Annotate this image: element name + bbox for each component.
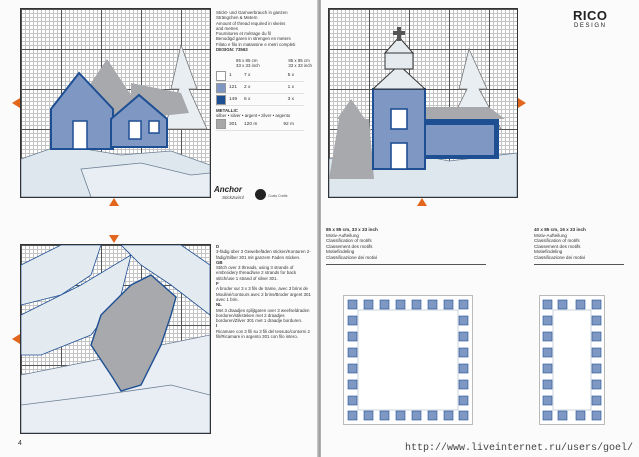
instruction-text: Met 3 draadjes splijtgaren over 3 weefseldraden borduren/stiksteken met 2 draadjes borduren/Zilver 301 met 1 draadje borduren. <box>216 307 310 324</box>
motif-a-label: Classification of motifs <box>326 238 372 244</box>
instruction-text: 3-fädig über 3 Gewebefäden sticken/Konturen 2-fädig/Silber 301 mit ganzem Faden sticken. <box>216 249 311 260</box>
instruction-text: A broder sur 3 x 3 fils de trame, avec 3 brins de Mouliné/contours avec 2 brins/Broder argent 301 avec 1 brin. <box>216 286 311 302</box>
houses-motif <box>21 9 210 197</box>
thread-code: 149 <box>229 97 238 102</box>
chart-church <box>328 8 518 198</box>
motif-b-label: Classification of motifs <box>534 238 580 244</box>
size-a: 85 x 85 cm <box>236 58 258 63</box>
lang-label: F <box>216 281 219 287</box>
color-swatch <box>216 95 226 105</box>
motif-a-label: Motiv-Aufteilung <box>326 232 359 238</box>
anchor-subtitle: Stickzwirnl <box>222 195 244 200</box>
chart-houses <box>20 8 211 198</box>
center-marker-bottom-3 <box>417 198 427 206</box>
center-marker-right-3 <box>518 98 526 108</box>
instructions <box>216 244 312 339</box>
left-page <box>0 0 318 457</box>
motif-a-label: Classificazione dei motivi <box>326 254 378 260</box>
bird-motif <box>21 245 210 433</box>
color-swatch <box>216 119 226 129</box>
thread-count: 2 x <box>244 85 251 90</box>
center-marker-left-2 <box>12 334 20 344</box>
motif-a-layout <box>343 295 473 425</box>
motif-a-size: 85 x 85 cm, 33 x 33 inch <box>326 227 378 232</box>
lang-label: NL <box>216 302 222 308</box>
motif-b-rule <box>534 264 624 265</box>
color-swatch <box>216 71 226 81</box>
design-number: DESIGN: 73563 <box>216 47 248 53</box>
thread-count: 120 m <box>244 121 258 127</box>
watermark-url: http://www.liveinternet.ru/users/goel/ <box>404 443 633 454</box>
motif-a-label: Classement des motifs <box>326 243 373 249</box>
legend-line: Stickt- und Garnverbrauch in ganzen <box>216 10 288 15</box>
legend-row <box>216 119 304 131</box>
center-marker-bottom-1 <box>109 198 119 206</box>
motif-a-header <box>326 227 448 261</box>
metallic-label: METALLIC <box>216 108 238 113</box>
rico-logo <box>573 8 608 29</box>
thread-length: 5 x <box>287 73 294 78</box>
motif-b-layout <box>539 295 605 425</box>
legend-row <box>216 70 304 82</box>
motif-b-label: Motiv-Aufteilung <box>534 232 567 238</box>
instruction-text: Stitch over 3 threads, using 3 strands of embroidery thread/use 2 strands for back stitch/use 1 strand of silver 301. <box>216 265 297 281</box>
thread-code: 301 <box>229 121 238 127</box>
lang-label: I <box>216 323 218 329</box>
motif-b-label: Motiefindeling <box>534 249 563 255</box>
thread-code: 1 <box>229 73 232 78</box>
thread-count: 7 x <box>244 73 251 78</box>
motif-b-size: 40 x 85 cm, 16 x 33 inch <box>534 227 586 232</box>
instruction-text: Ricamare con 3 fili su 3 fili del tessuto/contorni 2 fili/Ricamare in argento 301 con filo intero. <box>216 328 310 340</box>
size-a-stitch: 33 x 33 inch <box>236 63 260 69</box>
color-swatch <box>216 83 226 93</box>
lang-label: D <box>216 244 220 249</box>
coats-logo-icon <box>255 189 266 200</box>
motif-a-rule <box>326 264 486 265</box>
legend-line: Fournitures et métrage du fil <box>216 31 271 37</box>
thread-legend <box>216 10 312 52</box>
thread-count: 6 x <box>244 97 251 102</box>
center-marker-top-2 <box>109 235 119 243</box>
motif-b-label: Classificazione dei motivi <box>534 254 586 260</box>
motif-b-header <box>534 227 634 261</box>
thread-length: 3 x <box>287 97 294 102</box>
thread-length: 92 m <box>283 121 294 127</box>
center-marker-left-1 <box>12 98 20 108</box>
church-motif <box>329 9 517 197</box>
right-page <box>321 0 639 457</box>
page-number: 4 <box>18 440 22 447</box>
brand-name: RICO <box>573 8 608 23</box>
size-b-stitch: 33 x 33 inch <box>288 63 312 69</box>
thread-code: 121 <box>229 85 238 90</box>
motif-b-label: Classement des motifs <box>534 243 581 249</box>
legend-line: Strängchen & Metern <box>216 15 258 21</box>
size-b: 85 x 85 cm <box>288 58 310 63</box>
thread-length: 1 x <box>287 85 294 90</box>
legend-line: Benodigd garen in strengen en meters <box>216 36 291 42</box>
legend-row <box>216 82 304 94</box>
metallic-desc: silber • silver • argent • zilver • argento <box>216 113 291 119</box>
lang-label: GB <box>216 259 223 265</box>
legend-line: Filato e filo in matassine e metri completi <box>216 41 296 47</box>
legend-line: Amount of thread required in skeins <box>216 20 286 26</box>
chart-bird <box>20 244 211 434</box>
motif-b-border <box>540 296 604 424</box>
legend-row <box>216 94 304 106</box>
motif-a-border <box>344 296 472 424</box>
coats-label: Coats Crafts <box>268 194 288 198</box>
legend-size-header <box>236 58 312 69</box>
legend-line: and metres <box>216 25 238 31</box>
motif-a-label: Motiefindeling <box>326 249 355 255</box>
legend-table <box>216 70 304 131</box>
anchor-logo: Anchor <box>214 185 242 194</box>
brand-subline: DESIGN <box>573 23 607 29</box>
